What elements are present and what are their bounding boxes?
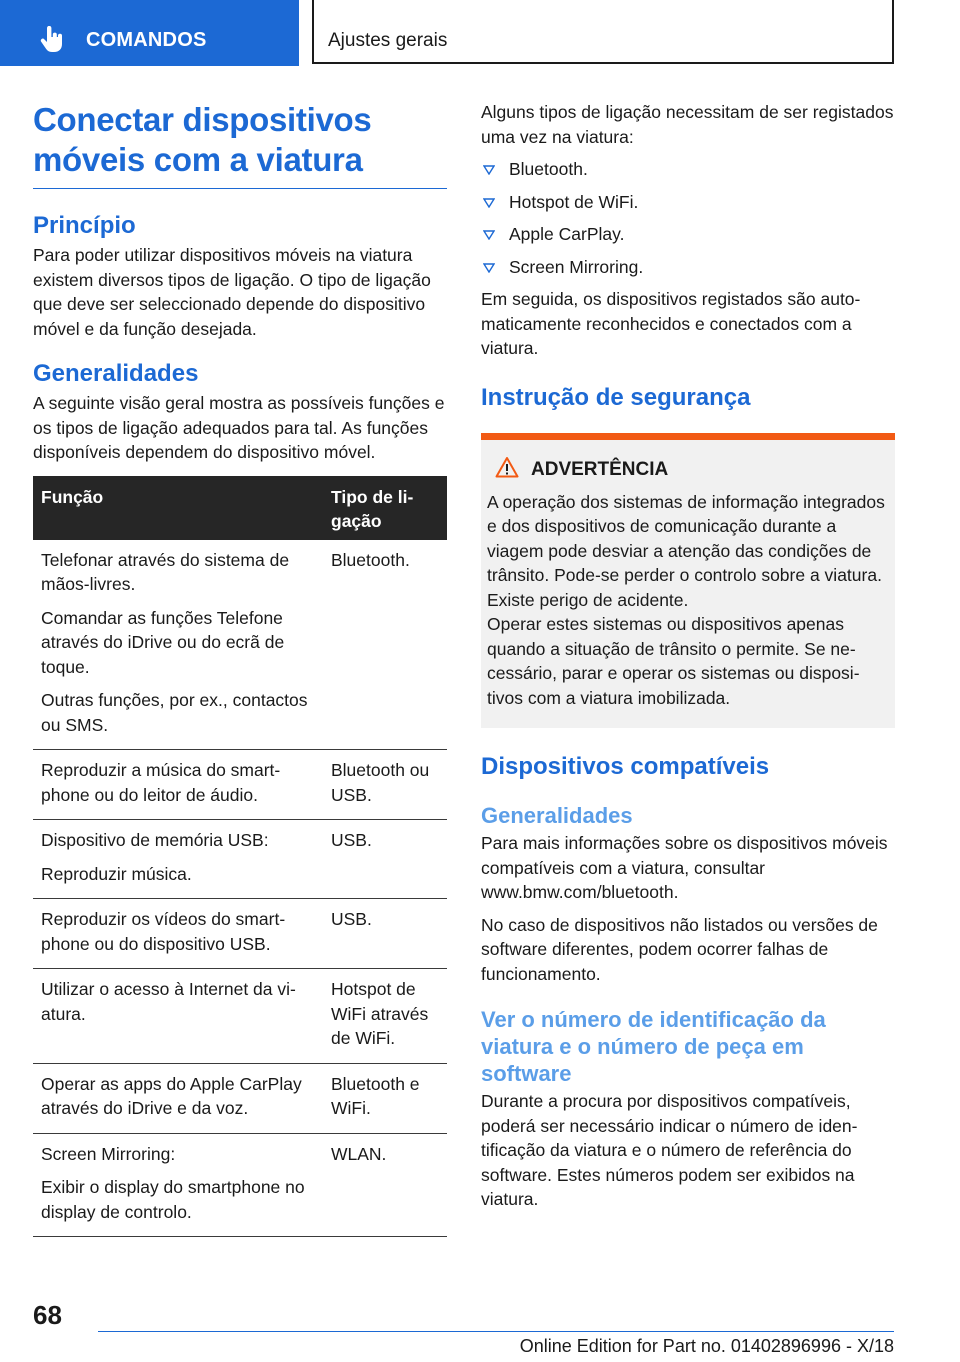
table-row xyxy=(33,969,447,1064)
connection-table xyxy=(33,476,447,1238)
table-cell-funcao xyxy=(33,1133,323,1237)
triangle-bullet-icon xyxy=(483,230,495,240)
table-cell-tipo: Bluetooth e WiFi. xyxy=(323,1063,447,1133)
cell-line: Exibir o display do smartphone no display de controlo. xyxy=(41,1177,305,1222)
table-row xyxy=(33,1063,447,1133)
cell-line: Reproduzir a música do smartphone ou do leitor de áudio. xyxy=(41,760,281,805)
table-cell-funcao xyxy=(33,899,323,969)
list-item xyxy=(481,157,895,182)
generalidades-text: A seguinte visão geral mostra as possíveis funções e os tipos de ligação adequados para tal. As funções disponíveis dependem do dispositivo móvel. xyxy=(33,393,445,462)
table-cell-funcao xyxy=(33,750,323,820)
table-cell-funcao xyxy=(33,540,323,750)
table-cell-tipo: Bluetooth ou USB. xyxy=(323,750,447,820)
triangle-bullet-icon xyxy=(483,165,495,175)
section-tab-label: COMANDOS xyxy=(86,29,207,51)
triangle-bullet-icon xyxy=(483,263,495,273)
compat-text-2: No caso de dispositivos não listados ou versões de software diferentes, podem ocorrer falhas de funcionamento. xyxy=(481,914,878,984)
right-column xyxy=(481,100,895,1212)
table-cell-funcao xyxy=(33,1063,323,1133)
list-item-text: Apple CarPlay. xyxy=(509,224,625,244)
compat-text-1: Para mais informações sobre os dispositivos móveis compatíveis com a viatura, consultar www.bmw.com/bluetooth. xyxy=(481,833,888,902)
cell-line: Outras funções, por ex., contactos ou SMS. xyxy=(41,690,308,735)
table-header-row xyxy=(33,476,447,540)
cell-line: Operar as apps do Apple CarPlay através do iDrive e da voz. xyxy=(41,1073,302,1118)
heading-compatible-devices: Dispositivos compatíveis xyxy=(481,753,770,780)
table-row xyxy=(33,540,447,750)
page-header xyxy=(0,0,960,66)
warning-label: ADVERTÊNCIA xyxy=(531,458,669,480)
table-row xyxy=(33,750,447,820)
list-item xyxy=(481,255,895,280)
table-cell-tipo: WLAN. xyxy=(323,1133,447,1237)
subsection-tab-label: Ajustes gerais xyxy=(328,30,448,51)
cell-line: Reproduzir os vídeos do smartphone ou do dispositivo USB. xyxy=(41,909,286,954)
list-item-text: Screen Mirroring. xyxy=(509,256,644,277)
table-cell-tipo: USB. xyxy=(323,899,447,969)
heading-safety: Instrução de segurança xyxy=(481,383,751,411)
list-item-text: Hotspot de WiFi. xyxy=(509,191,639,212)
table-row xyxy=(33,820,447,899)
cell-line: Dispositivo de memória USB: xyxy=(41,830,269,850)
warning-text-2: Operar estes sistemas ou dispositivos apenas quando a situação de trânsito o permite. Se necessário, parar e operar os sistemas ou dispositivos com a viatura imobilizada. xyxy=(487,614,860,708)
registration-after: Em seguida, os dispositivos registados são automaticamente reconhecidos e conectados com a viatura. xyxy=(481,289,861,358)
cell-line: Telefonar através do sistema de mãos-livres. xyxy=(41,549,290,594)
connection-type-list xyxy=(481,157,895,279)
table-cell-funcao xyxy=(33,820,323,899)
warning-text-1: A operação dos sistemas de informação integrados e dos dispositivos de comunicação durante a viagem pode desviar a atenção das condições de trânsito. Pode-se perder o controlo sobre a viatura. Existe perigo de acidente. xyxy=(487,491,885,610)
cell-line: Comandar as funções Telefone através do iDrive ou do ecrã de toque. xyxy=(41,607,285,677)
page-title: Conectar dispositivos móveis com a viatura xyxy=(33,100,447,189)
cell-line: Utilizar o acesso à Internet da viatura. xyxy=(41,979,296,1024)
page-number: 68 xyxy=(33,1300,62,1330)
list-item xyxy=(481,190,895,215)
table-cell-tipo: USB. xyxy=(323,820,447,899)
principio-text: Para poder utilizar dispositivos móveis na viatura existem diversos tipos de ligação. O tipo de ligação que deve ser seleccionado depende do dispositivo móvel e da função desejada. xyxy=(33,245,431,339)
footer-divider xyxy=(98,1331,894,1332)
table-header-funcao: Função xyxy=(33,476,323,540)
heading-generalidades: Generalidades xyxy=(33,360,199,387)
table-header-tipo: Tipo de ligação xyxy=(323,476,447,540)
table-row xyxy=(33,1133,447,1237)
list-item xyxy=(481,222,895,247)
table-row xyxy=(33,899,447,969)
left-column xyxy=(33,100,447,1237)
subsection-tab[interactable] xyxy=(312,0,894,64)
heading-principio: Princípio xyxy=(33,212,136,239)
warning-triangle-icon xyxy=(495,456,519,478)
hand-pointer-icon xyxy=(38,26,66,54)
cell-line: Screen Mirroring: xyxy=(41,1143,176,1164)
edition-note: Online Edition for Part no. 01402896996 - X/18 xyxy=(519,1336,894,1356)
warning-header xyxy=(487,456,889,482)
table-cell-tipo: Bluetooth. xyxy=(323,540,447,750)
heading-compat-generalidades: Generalidades xyxy=(481,803,633,828)
list-item-text: Bluetooth. xyxy=(509,159,588,179)
warning-box xyxy=(481,433,895,729)
triangle-bullet-icon xyxy=(483,198,495,208)
cell-line: Reproduzir música. xyxy=(41,863,192,884)
table-cell-tipo: Hotspot de WiFi através de WiFi. xyxy=(323,969,447,1064)
vin-text: Durante a procura por dispositivos compatíveis, poderá ser necessário indicar o número de identificação da viatura e o número de referência do software. Estes números podem ser exibidos na viatura. xyxy=(481,1091,858,1209)
heading-vin-software: Ver o número de identificação da viatura e o número de peça em software xyxy=(481,1007,826,1086)
section-tab-comandos[interactable] xyxy=(0,0,299,66)
table-cell-funcao xyxy=(33,969,323,1064)
registration-intro: Alguns tipos de ligação necessitam de ser registados uma vez na viatura: xyxy=(481,102,894,147)
